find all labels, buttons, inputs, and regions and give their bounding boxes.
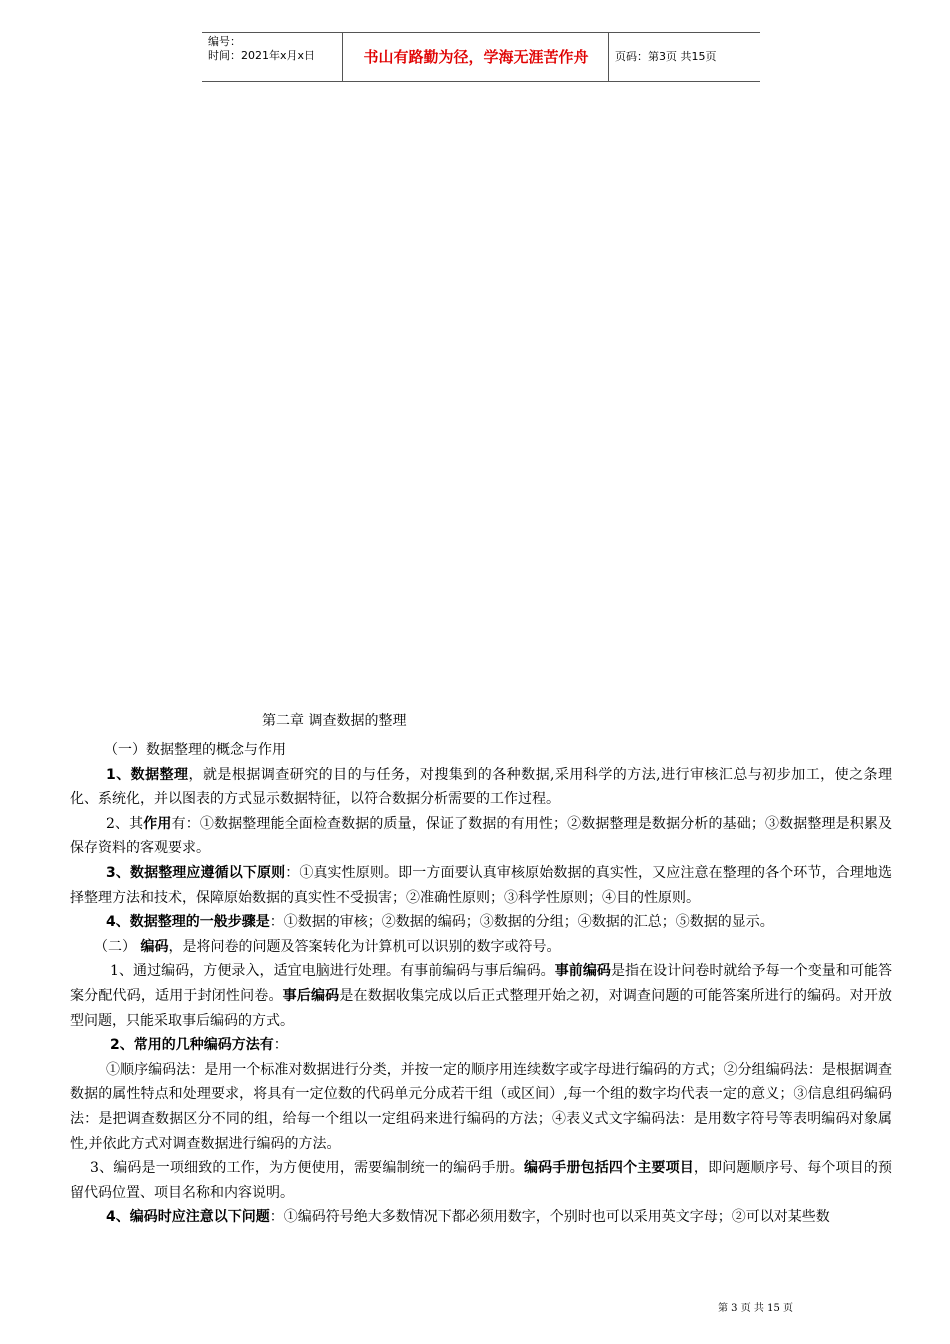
paragraph-text: 1、通过编码，方便录入，适宜电脑进行处理。有事前编码与事后编码。 [110,963,555,980]
paragraph-text: ：①编码符号绝大多数情况下都必须用数字，个别时也可以采用英文字母；②可以对某些数 [269,1209,830,1226]
paragraph [70,1058,892,1156]
paragraph-text: 是指在设计问卷时就给予每一个变量和可能答案分配代码，适用于封闭性问卷。 [70,963,893,1004]
paragraph-text: ： [273,1037,288,1054]
paragraph [70,959,892,1033]
paragraph [70,1156,892,1205]
paragraph [70,1033,892,1058]
paragraph-text: ，是将问卷的问题及答案转化为计算机可以识别的数字或符号。 [168,938,561,955]
paragraph-text: 有：①数据整理能全面检查数据的质量，保证了数据的有用性；②数据整理是数据分析的基础；③数据整理是积累及保存资料的客观要求。 [70,815,892,857]
bold-term: 2、常用的几种编码方法有 [110,1037,274,1054]
paragraph-text: ，就是根据调查研究的目的与任务，对搜集到的各种数据,采用科学的方法,进行审核汇总与初步加工，使之条理化、系统化，并以图表的方式显示数据特征，以符合数据分析需要的工作过程。 [70,766,892,808]
paragraph-text: 2、其 [106,815,144,832]
time-label: 时间：2021年x月x日 [208,49,316,62]
paragraph [70,1205,892,1230]
bold-term: 作用 [143,815,172,832]
paragraph [70,812,892,861]
paragraph-text: ：①真实性原则。即一方面要认真审核原始数据的真实性，又应注意在整理的各个环节，合理地选择整理方法和技术，保障原始数据的真实性不受损害；②准确性原则；③科学性原则；④目的性原则。 [70,864,892,906]
paragraph [70,910,892,935]
bold-term: 3、数据整理应遵循以下原则 [106,864,286,881]
header-page-info: 页码：第3页 共15页 [615,50,717,63]
header-motto: 书山有路勤为径，学海无涯苦作舟 [344,33,609,81]
paragraph [70,763,892,812]
bold-term: 4、数据整理的一般步骤是 [106,914,270,931]
section-heading-2 [70,935,892,960]
paragraph-text: 3、编码是一项细致的工作，为方便使用，需要编制统一的编码手册。 [90,1160,524,1177]
paragraph-text: ①顺序编码法：是用一个标准对数据进行分类，并按一定的顺序用连续数字或字母进行编码的方式；②分组编码法：是根据调查数据的属性特点和处理要求，将具有一定位数的代码单元分成若干组（或区间）,每一个组的数字均代表一定的意义；③信息组码编码法：是把调查数据区分不同的组，给每一个组以一定组码来进行编码的方法；④表义式文字编码法：是用数字符号等表明编码对象属性,并依此方式对调查数据进行编码的方法。 [70,1061,892,1152]
bold-term: 4、编码时应注意以下问题 [106,1209,270,1226]
page-header-table [202,32,760,82]
chapter-title: 第二章 调查数据的整理 [262,713,407,729]
section-heading-text: （一）数据整理的概念与作用 [104,742,286,758]
section-number: （二） [94,938,141,955]
bold-term: 编码手册包括四个主要项目 [523,1160,694,1177]
page-footer: 第 3 页 共 15 页 [718,1303,793,1314]
paragraph-text: ：①数据的审核；②数据的编码；③数据的分组；④数据的汇总；⑤数据的显示。 [269,914,774,931]
header-meta-cell [202,33,343,81]
bold-term: 事后编码 [282,987,340,1004]
paragraph [70,861,892,910]
bold-term: 1、数据整理 [106,766,189,783]
paragraph-text: ，即问题顺序号、每个项目的预留代码位置、项目名称和内容说明。 [70,1160,893,1201]
paragraph-text: 是在数据收集完成以后正式整理开始之初，对调查问题的可能答案所进行的编码。对开放型问题，只能采取事后编码的方式。 [70,987,893,1029]
document-body [70,738,892,1230]
bold-term: 编码 [140,938,169,955]
bold-term: 事前编码 [554,963,611,980]
section-heading-1 [70,738,892,763]
code-label: 编号： [208,35,241,48]
